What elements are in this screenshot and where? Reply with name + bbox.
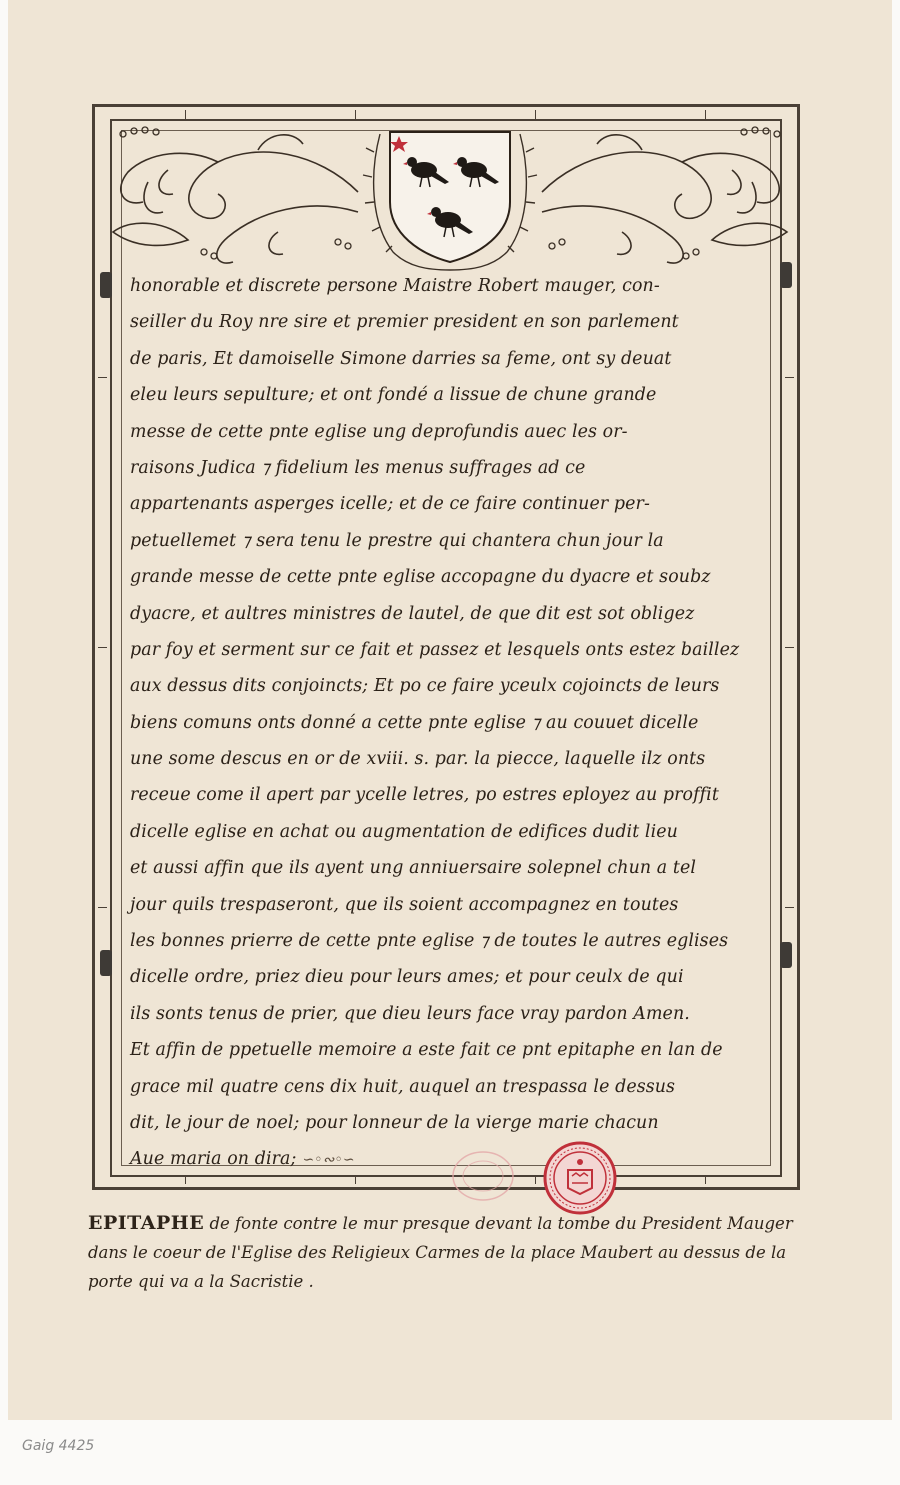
- epitaph-line: raisons Judica ⁊ fidelium les menus suffrages ad ce: [130, 457, 586, 478]
- epitaph-line: jour quils trespaseront, que ils soient accompagnez en toutes: [130, 894, 679, 915]
- epitaph-line: dyacre, et aultres ministres de lautel, de que dit est sot obligez: [130, 603, 695, 624]
- epitaph-line: aux dessus dits conjoincts; Et po ce faire yceulx cojoincts de leurs: [130, 676, 720, 697]
- epitaph-line: receue come il apert par ycelle letres, po estres eployez au proffit: [130, 785, 719, 806]
- epitaph-line: grande messe de cette pnte eglise accopagne du dyacre et soubz: [130, 567, 711, 588]
- epitaph-line: Et affin de ppetuelle memoire a este fait ce pnt epitaphe en lan de: [130, 1040, 723, 1061]
- epitaph-line: dicelle ordre, priez dieu pour leurs ames; et pour ceulx de qui: [130, 967, 684, 988]
- wall-clamp-icon: [100, 272, 112, 298]
- epitaph-line: honorable et discrete persone Maistre Robert mauger, con-: [130, 276, 660, 296]
- epitaph-line: appartenants asperges icelle; et de ce faire continuer per-: [130, 494, 650, 515]
- epitaph-line: messe de cette pnte eglise ung deprofundis auec les or-: [130, 421, 628, 442]
- epitaph-line: dicelle eglise en achat ou augmentation de edifices dudit lieu: [130, 821, 678, 842]
- epitaph-line: ils sonts tenus de prier, que dieu leurs face vray pardon Amen.: [130, 1003, 690, 1024]
- faint-stamp-icon: [448, 1146, 518, 1206]
- library-stamp-icon: [542, 1140, 618, 1216]
- acanthus-ornament-with-coat-of-arms: [108, 122, 792, 272]
- wall-clamp-icon: [100, 950, 112, 976]
- caption-body: de fonte contre le mur presque devant la tombe du President Mauger dans le coeur de l'Eglise des Religieux Carmes de la place Maubert au dessus de la porte qui va a la Sacristie .: [88, 1214, 793, 1291]
- caption: [88, 1209, 828, 1296]
- wall-clamp-icon: [780, 942, 792, 968]
- epitaph-line: biens comuns onts donné a cette pnte eglise ⁊ au couuet dicelle: [130, 712, 699, 733]
- epitaph-line: les bonnes prierre de cette pnte eglise ⁊ de toutes le autres eglises: [130, 931, 729, 952]
- epitaph-line: petuellemet ⁊ sera tenu le prestre qui chantera chun jour la: [130, 530, 664, 551]
- epitaph-line: et aussi affin que ils ayent ung anniuersaire solepnel chun a tel: [130, 858, 697, 879]
- closing-flourish-icon: ∽◦∾◦∽: [302, 1152, 355, 1169]
- epitaph-line: de paris, Et damoiselle Simone darries sa feme, ont sy deuat: [130, 348, 672, 369]
- epitaph-line: une some descus en or de xviii. s. par. la piecce, laquelle ilz onts: [130, 749, 706, 770]
- caption-heading: EPITAPHE: [88, 1212, 205, 1234]
- epitaph-line: Aue maria on dira;: [130, 1149, 297, 1170]
- epitaph-line: eleu leurs sepulture; et ont fondé a lissue de chune grande: [130, 385, 657, 406]
- epitaph-line: dit, le jour de noel; pour lonneur de la vierge marie chacun: [130, 1112, 659, 1133]
- epitaph-line: par foy et serment sur ce fait et passez et lesquels onts estez baillez: [130, 639, 740, 660]
- epitaph-line: seiller du Roy nre sire et premier president en son parlement: [130, 312, 679, 333]
- epitaph-line: grace mil quatre cens dix huit, auquel an trespassa le dessus: [130, 1076, 676, 1097]
- shelfmark: Gaig 4425: [22, 1438, 95, 1454]
- epitaph-text: [130, 268, 780, 1178]
